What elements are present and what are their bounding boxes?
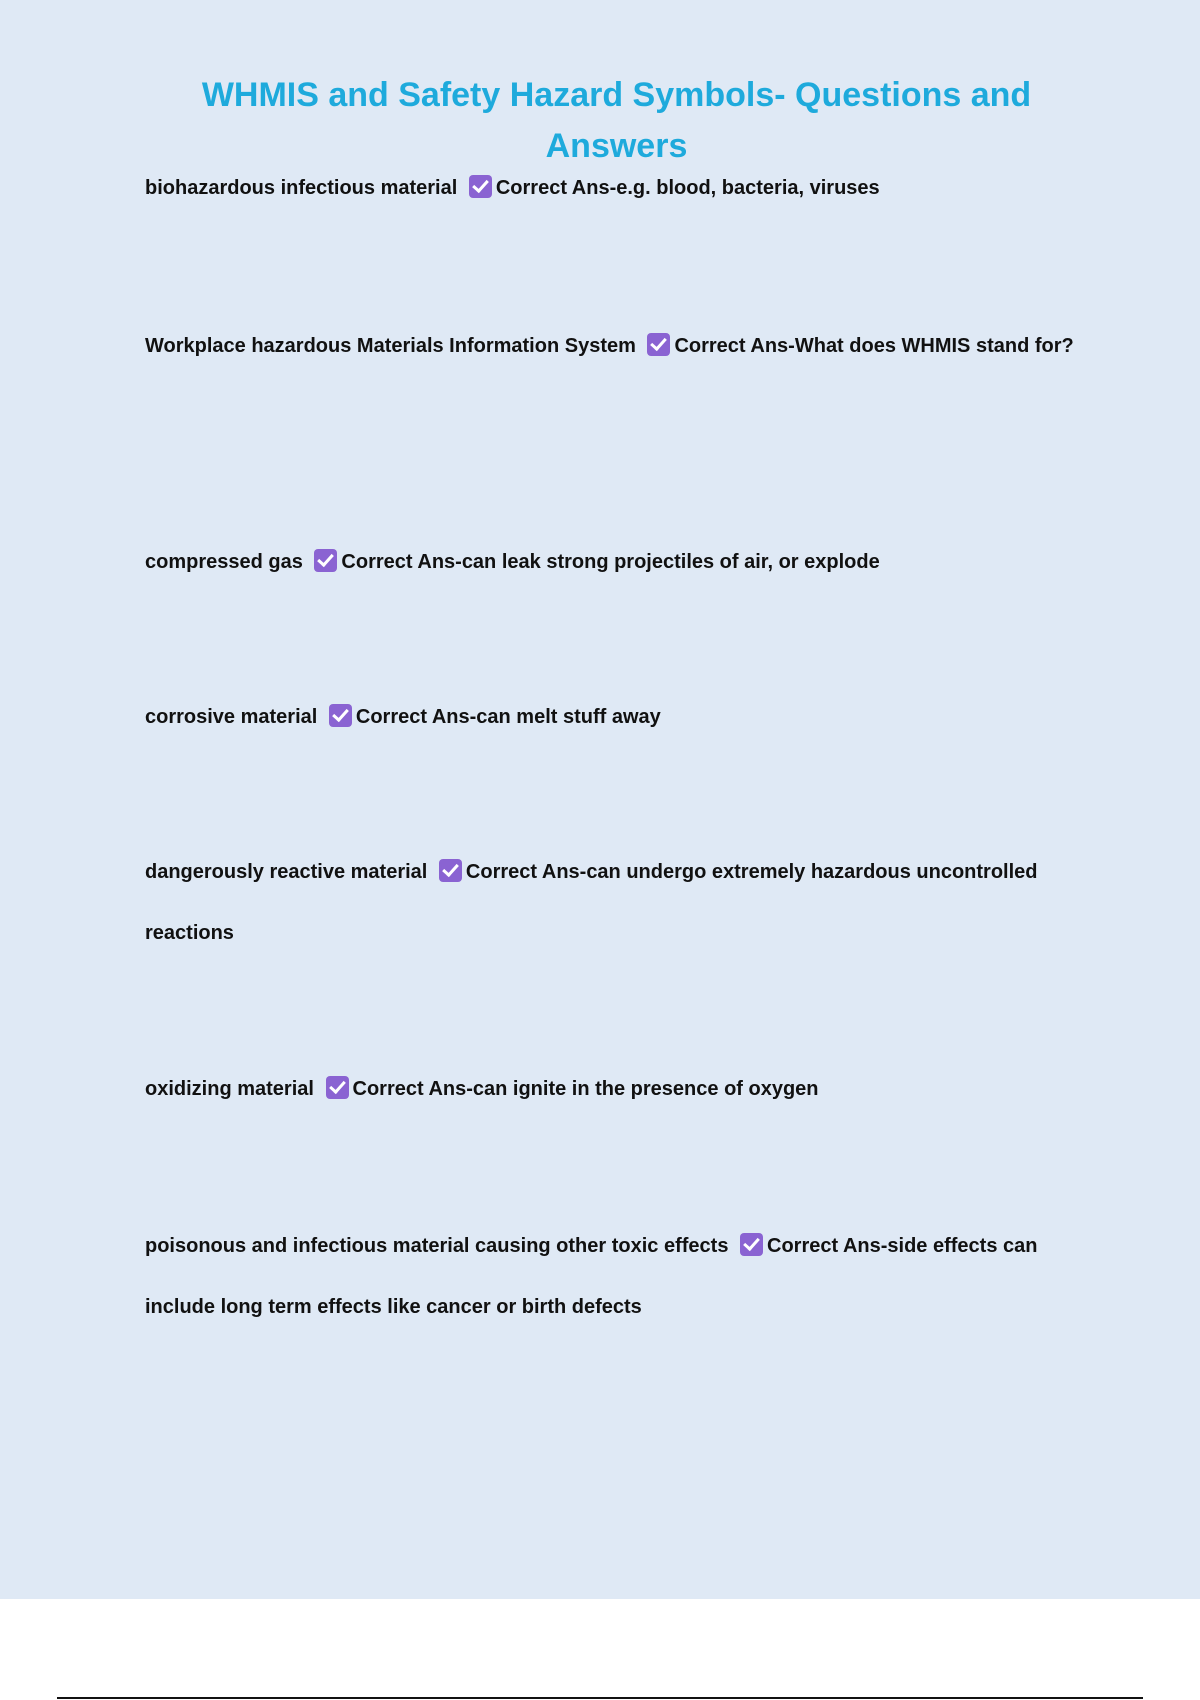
answer-prefix: Correct Ans- <box>355 706 477 728</box>
qa-term: Workplace hazardous Materials Information System <box>145 335 636 357</box>
answer-prefix: Correct Ans- <box>767 1235 888 1257</box>
qa-term: poisonous and infectious material causing other toxic effects <box>145 1235 729 1257</box>
answer-prefix: Correct Ans- <box>674 335 795 357</box>
qa-item <box>145 1059 1080 1120</box>
qa-item <box>145 842 1080 964</box>
checkbox-checked-icon <box>647 333 670 356</box>
qa-term: biohazardous infectious material <box>145 177 458 199</box>
answer-prefix: Correct Ans- <box>495 177 617 199</box>
qa-answer: can melt stuff away <box>476 706 661 728</box>
qa-term: dangerously reactive material <box>145 861 428 883</box>
footer-divider <box>57 1697 1143 1699</box>
qa-answer: can undergo extremely hazardous uncontrolled reactions <box>145 861 1038 944</box>
answer-prefix: Correct Ans- <box>341 551 462 573</box>
qa-answer: e.g. blood, bacteria, viruses <box>616 177 880 199</box>
checkbox-checked-icon <box>469 175 492 198</box>
qa-item <box>145 316 1080 377</box>
checkbox-checked-icon <box>326 1076 349 1099</box>
checkbox-checked-icon <box>740 1233 763 1256</box>
qa-term: compressed gas <box>145 551 303 573</box>
qa-answer: side effects can include long term effects like cancer or birth defects <box>145 1235 1038 1318</box>
qa-item <box>145 687 1080 748</box>
qa-term: oxidizing material <box>145 1078 314 1100</box>
checkbox-checked-icon <box>329 704 352 727</box>
answer-prefix: Correct Ans- <box>465 861 587 883</box>
qa-item <box>145 1216 1080 1338</box>
qa-answer: What does WHMIS stand for? <box>794 335 1074 357</box>
checkbox-checked-icon <box>314 549 337 572</box>
checkbox-checked-icon <box>439 859 462 882</box>
answer-prefix: Correct Ans- <box>352 1078 473 1100</box>
qa-term: corrosive material <box>145 706 318 728</box>
qa-item <box>145 158 1080 219</box>
document-title: WHMIS and Safety Hazard Symbols- Questions and Answers <box>201 76 1032 165</box>
qa-answer: can leak strong projectiles of air, or explode <box>461 551 880 573</box>
qa-answer: can ignite in the presence of oxygen <box>472 1078 819 1100</box>
qa-item <box>145 532 1080 593</box>
